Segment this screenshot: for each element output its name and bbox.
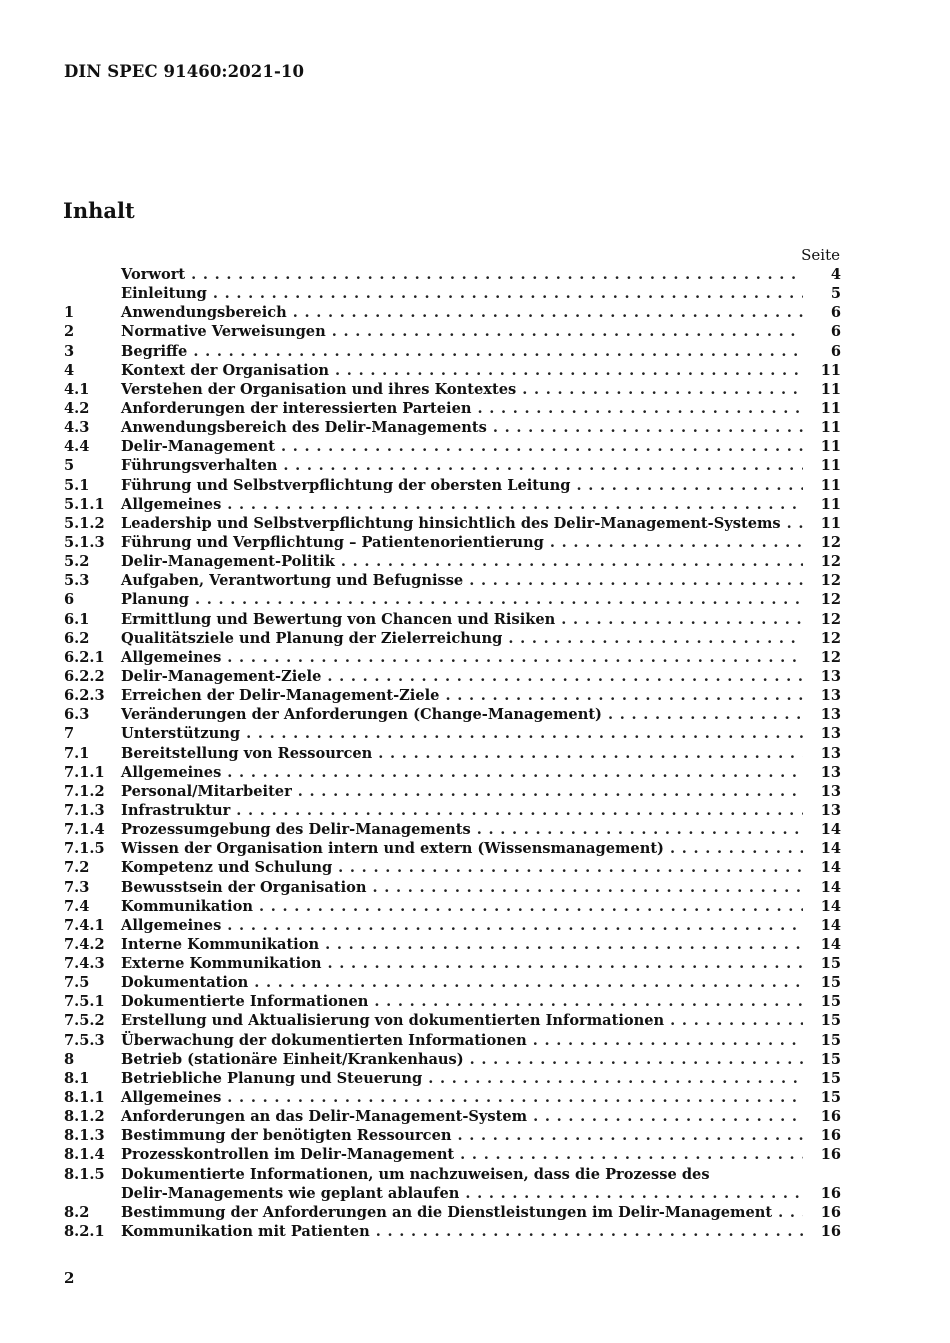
toc-entry[interactable] (64, 303, 841, 322)
toc-entry-page: 13 (820, 687, 841, 705)
toc-entry[interactable] (64, 284, 841, 303)
toc-entry-number: 6.2.1 (64, 648, 105, 666)
toc-entry[interactable] (64, 322, 841, 341)
toc-dot-leader (670, 1011, 803, 1030)
toc-dot-leader (469, 571, 803, 590)
toc-dot-leader (533, 1107, 803, 1126)
toc-entry[interactable] (64, 801, 841, 820)
toc-dot-leader (227, 648, 803, 667)
toc-entry-page: 16 (820, 1223, 841, 1241)
toc-entry-number: 8.2 (64, 1203, 90, 1221)
toc-entry[interactable] (64, 744, 841, 763)
toc-entry[interactable] (64, 1126, 841, 1145)
toc-entry-page: 13 (820, 744, 841, 762)
toc-entry[interactable] (64, 648, 841, 667)
toc-entry-page: 11 (820, 380, 841, 398)
toc-dot-leader (378, 744, 803, 763)
toc-dot-leader (213, 284, 803, 303)
toc-entry-title: Delir-Managements wie geplant ablaufen (121, 1184, 460, 1202)
toc-entry[interactable] (64, 590, 841, 609)
toc-entry-page: 6 (830, 304, 841, 322)
toc-dot-leader (298, 782, 803, 801)
toc-entry-number: 7.4.2 (64, 935, 105, 953)
toc-dot-leader (325, 935, 803, 954)
toc-dot-leader (341, 552, 803, 571)
toc-entry-number: 8.2.1 (64, 1223, 105, 1241)
toc-entry-title: Dokumentierte Informationen, um nachzuweisen, dass die Prozesse des (121, 1165, 710, 1183)
toc-dot-leader (460, 1145, 803, 1164)
toc-entry-number: 4 (64, 361, 75, 379)
toc-entry-number: 6.3 (64, 706, 90, 724)
toc-dot-leader (283, 456, 803, 475)
toc-entry-page: 14 (820, 916, 841, 934)
toc-entry-page: 12 (820, 629, 841, 647)
toc-dot-leader (522, 380, 803, 399)
toc-entry[interactable] (64, 629, 841, 648)
toc-dot-leader (293, 303, 803, 322)
toc-entry-page: 15 (820, 1031, 841, 1049)
toc-entry-page: 13 (820, 706, 841, 724)
toc-entry-page: 16 (820, 1184, 841, 1202)
toc-entry-page: 15 (820, 955, 841, 973)
toc-entry-page: 13 (820, 667, 841, 685)
toc-entry-title: Personal/Mitarbeiter (121, 782, 292, 800)
page-title: Inhalt (63, 198, 135, 223)
toc-dot-leader (227, 495, 803, 514)
toc-dot-leader (227, 763, 803, 782)
toc-entry-title: Prozessumgebung des Delir-Managements (121, 821, 471, 839)
toc-entry-number: 5.1.2 (64, 514, 105, 532)
toc-entry-number: 7.1.1 (64, 763, 105, 781)
toc-entry[interactable] (64, 399, 841, 418)
toc-entry-title: Kompetenz und Schulung (121, 859, 333, 877)
toc-entry[interactable] (64, 858, 841, 877)
toc-dot-leader (550, 533, 803, 552)
toc-entry[interactable] (64, 552, 841, 571)
toc-entry-title: Allgemeines (121, 1089, 222, 1107)
toc-entry-page: 12 (820, 610, 841, 628)
toc-entry-title: Planung (121, 591, 190, 609)
toc-entry-page: 6 (830, 323, 841, 341)
toc-entry-title: Qualitätsziele und Planung der Zielerreichung (121, 629, 503, 647)
toc-entry-number: 8.1.5 (64, 1165, 105, 1183)
toc-dot-leader (227, 1088, 803, 1107)
toc-entry[interactable] (64, 1011, 841, 1030)
toc-entry[interactable] (64, 916, 841, 935)
toc-dot-leader (335, 361, 803, 380)
toc-entry-page: 12 (820, 591, 841, 609)
toc-entry-number: 4.3 (64, 419, 90, 437)
toc-entry[interactable] (64, 1069, 841, 1088)
toc-entry-page: 12 (820, 533, 841, 551)
toc-entry-title: Allgemeines (121, 916, 222, 934)
toc-entry-number: 8.1.3 (64, 1127, 105, 1145)
toc-dot-leader (254, 973, 803, 992)
toc-dot-leader (191, 265, 803, 284)
toc-entry-number: 7.5 (64, 974, 90, 992)
toc-entry[interactable] (64, 1165, 841, 1184)
toc-dot-leader (576, 476, 803, 495)
toc-entry-number: 5 (64, 457, 75, 475)
toc-entry-title: Delir-Management-Ziele (121, 667, 322, 685)
toc-entry-title: Ermittlung und Bewertung von Chancen und Risiken (121, 610, 556, 628)
toc-entry[interactable] (64, 667, 841, 686)
toc-entry-title: Kommunikation (121, 897, 253, 915)
toc-entry[interactable] (64, 418, 841, 437)
toc-entry[interactable] (64, 839, 841, 858)
toc-entry[interactable] (64, 1088, 841, 1107)
toc-dot-leader (445, 686, 803, 705)
toc-entry-title: Erreichen der Delir-Management-Ziele (121, 687, 440, 705)
toc-entry-title: Anforderungen der interessierten Parteien (121, 399, 472, 417)
toc-entry-page: 16 (820, 1127, 841, 1145)
toc-entry-number: 1 (64, 304, 75, 322)
toc-entry-title: Aufgaben, Verantwortung und Befugnisse (121, 572, 464, 590)
toc-entry-page: 11 (820, 495, 841, 513)
toc-dot-leader (787, 514, 803, 533)
toc-dot-leader (281, 437, 803, 456)
toc-entry[interactable] (64, 724, 841, 743)
toc-entry-number: 7.5.2 (64, 1012, 105, 1030)
toc-dot-leader (561, 610, 803, 629)
toc-entry-title: Anwendungsbereich des Delir-Managements (121, 419, 487, 437)
toc-entry-title: Wissen der Organisation intern und extern (Wissensmanagement) (121, 840, 664, 858)
toc-entry-page: 11 (820, 399, 841, 417)
toc-dot-leader (470, 1050, 803, 1069)
toc-entry-title: Führung und Selbstverpflichtung der obersten Leitung (121, 476, 571, 494)
toc-entry[interactable] (64, 782, 841, 801)
document-id-header: DIN SPEC 91460:2021-10 (64, 62, 305, 81)
toc-entry-number: 6.1 (64, 610, 90, 628)
toc-entry-title: Externe Kommunikation (121, 955, 322, 973)
toc-entry-number: 7.3 (64, 878, 90, 896)
toc-entry-page: 14 (820, 935, 841, 953)
toc-dot-leader (246, 724, 803, 743)
toc-entry-number: 5.1.1 (64, 495, 105, 513)
toc-entry-title: Dokumentation (121, 974, 249, 992)
toc-entry-title: Normative Verweisungen (121, 323, 326, 341)
toc-entry-number: 7.4 (64, 897, 90, 915)
toc-entry-number: 7.4.1 (64, 916, 105, 934)
toc-entry-title: Bestimmung der benötigten Ressourcen (121, 1127, 452, 1145)
toc-dot-leader (236, 801, 803, 820)
toc-entry-title: Leadership und Selbstverpflichtung hinsichtlich des Delir-Management-Systems (121, 514, 781, 532)
toc-entry-page: 11 (820, 438, 841, 456)
toc-dot-leader (374, 992, 803, 1011)
toc-entry-title: Dokumentierte Informationen (121, 993, 369, 1011)
toc-dot-leader (259, 897, 803, 916)
toc-entry-title: Allgemeines (121, 495, 222, 513)
toc-entry-page: 14 (820, 878, 841, 896)
toc-entry-number: 7.1.4 (64, 821, 105, 839)
toc-entry[interactable] (64, 514, 841, 533)
toc-entry[interactable] (64, 456, 841, 475)
toc-entry-number: 7.4.3 (64, 955, 105, 973)
toc-entry-number: 6 (64, 591, 75, 609)
toc-entry[interactable] (64, 686, 841, 705)
toc-dot-leader (465, 1184, 803, 1203)
toc-entry-title: Interne Kommunikation (121, 935, 320, 953)
toc-entry-number: 2 (64, 323, 75, 341)
toc-dot-leader (332, 322, 803, 341)
toc-entry-number: 4.1 (64, 380, 90, 398)
toc-dot-leader (493, 418, 803, 437)
toc-entry-page: 12 (820, 553, 841, 571)
toc-entry-title: Unterstützung (121, 725, 241, 743)
toc-entry-page: 14 (820, 840, 841, 858)
toc-entry[interactable] (64, 935, 841, 954)
toc-entry-number: 8.1.4 (64, 1146, 105, 1164)
toc-entry[interactable] (64, 437, 841, 456)
toc-entry-page: 4 (830, 266, 841, 283)
toc-entry-title: Infrastruktur (121, 801, 231, 819)
toc-entry-page: 14 (820, 821, 841, 839)
toc-entry[interactable] (64, 495, 841, 514)
toc-entry[interactable] (64, 476, 841, 495)
toc-entry-title: Verstehen der Organisation und ihres Kontextes (121, 380, 517, 398)
toc-dot-leader (428, 1069, 803, 1088)
toc-entry-page: 12 (820, 572, 841, 590)
toc-entry-page: 15 (820, 993, 841, 1011)
toc-entry-page: 14 (820, 897, 841, 915)
toc-entry-page: 11 (820, 476, 841, 494)
toc-entry-number: 5.1 (64, 476, 90, 494)
toc-entry-number: 8.1.2 (64, 1108, 105, 1126)
toc-entry-title: Kommunikation mit Patienten (121, 1223, 370, 1241)
toc-entry-number: 6.2.3 (64, 687, 105, 705)
toc-entry-title: Bewusstsein der Organisation (121, 878, 367, 896)
toc-entry-page: 13 (820, 725, 841, 743)
toc-entry[interactable] (64, 705, 841, 724)
toc-entry-title: Allgemeines (121, 763, 222, 781)
toc-entry-page: 13 (820, 801, 841, 819)
toc-entry-number: 8.1.1 (64, 1089, 105, 1107)
toc-entry-number: 6.2.2 (64, 667, 105, 685)
toc-entry-title: Delir-Management-Politik (121, 553, 335, 571)
toc-entry-number: 7.2 (64, 859, 90, 877)
toc-entry-page: 11 (820, 514, 841, 532)
toc-entry-page: 14 (820, 859, 841, 877)
toc-entry-title: Überwachung der dokumentierten Informationen (121, 1031, 527, 1049)
toc-entry-page: 11 (820, 457, 841, 475)
toc-entry-title: Kontext der Organisation (121, 361, 330, 379)
toc-entry-page: 15 (820, 1050, 841, 1068)
toc-entry[interactable] (64, 1184, 841, 1203)
toc-entry-title: Führung und Verpflichtung – Patientenorientierung (121, 533, 544, 551)
toc-entry[interactable] (64, 954, 841, 973)
toc-entry[interactable] (64, 1107, 841, 1126)
toc-entry[interactable] (64, 763, 841, 782)
toc-entry-page: 16 (820, 1203, 841, 1221)
toc-entry[interactable] (64, 610, 841, 629)
toc-dot-leader (457, 1126, 803, 1145)
toc-entry-title: Prozesskontrollen im Delir-Management (121, 1146, 455, 1164)
toc-entry[interactable] (64, 265, 841, 284)
toc-entry-title: Delir-Management (121, 438, 276, 456)
toc-entry-title: Führungsverhalten (121, 457, 278, 475)
toc-entry-number: 7.1.2 (64, 782, 105, 800)
toc-entry[interactable] (64, 878, 841, 897)
toc-entry-page: 16 (820, 1146, 841, 1164)
toc-dot-leader (327, 954, 803, 973)
toc-entry-number: 3 (64, 342, 75, 360)
toc-entry-title: Einleitung (121, 285, 207, 303)
toc-entry-title: Anforderungen an das Delir-Management-System (121, 1108, 528, 1126)
toc-entry-title: Vorwort (121, 266, 186, 283)
toc-entry-number: 8.1 (64, 1069, 90, 1087)
toc-entry-number: 5.2 (64, 553, 90, 571)
toc-entry-title: Begriffe (121, 342, 188, 360)
toc-entry-number: 7.1.3 (64, 801, 105, 819)
toc-entry-page: 15 (820, 1012, 841, 1030)
toc-entry[interactable] (64, 897, 841, 916)
toc-entry-page: 16 (820, 1108, 841, 1126)
toc-dot-leader (478, 399, 804, 418)
toc-entry-number: 4.4 (64, 438, 90, 456)
page-number: 2 (64, 1269, 75, 1287)
toc-entry-number: 7.1 (64, 744, 90, 762)
toc-entry-page: 11 (820, 361, 841, 379)
toc-dot-leader (338, 858, 803, 877)
toc-entry-page: 15 (820, 974, 841, 992)
toc-dot-leader (608, 705, 803, 724)
toc-entry-title: Veränderungen der Anforderungen (Change-Management) (121, 706, 602, 724)
toc-dot-leader (195, 590, 803, 609)
toc-entry[interactable] (64, 1145, 841, 1164)
toc-entry-title: Allgemeines (121, 648, 222, 666)
page-column-label: Seite (801, 246, 840, 264)
toc-entry[interactable] (64, 571, 841, 590)
toc-entry-title: Bestimmung der Anforderungen an die Dienstleistungen im Delir-Management (121, 1203, 773, 1221)
toc-dot-leader (327, 667, 803, 686)
toc-entry-number: 4.2 (64, 399, 90, 417)
toc-dot-leader (376, 1222, 803, 1241)
toc-dot-leader (227, 916, 803, 935)
toc-dot-leader (670, 839, 803, 858)
toc-dot-leader (533, 1031, 803, 1050)
toc-entry-number: 5.3 (64, 572, 90, 590)
toc-entry[interactable] (64, 820, 841, 839)
toc-entry-title: Betriebliche Planung und Steuerung (121, 1069, 423, 1087)
toc-entry-title: Bereitstellung von Ressourcen (121, 744, 373, 762)
toc-entry[interactable] (64, 380, 841, 399)
toc-entry-page: 15 (820, 1089, 841, 1107)
toc-entry-number: 8 (64, 1050, 75, 1068)
toc-entry-page: 11 (820, 419, 841, 437)
toc-entry-page: 13 (820, 782, 841, 800)
table-of-contents (64, 265, 841, 1241)
toc-dot-leader (372, 878, 803, 897)
toc-entry-page: 5 (830, 285, 841, 303)
toc-entry-title: Betrieb (stationäre Einheit/Krankenhaus) (121, 1050, 464, 1068)
toc-entry[interactable] (64, 1203, 841, 1222)
toc-entry-number: 6.2 (64, 629, 90, 647)
toc-entry-title: Erstellung und Aktualisierung von dokumentierten Informationen (121, 1012, 665, 1030)
toc-entry[interactable] (64, 1031, 841, 1050)
toc-dot-leader (477, 820, 803, 839)
toc-entry-number: 7.5.3 (64, 1031, 105, 1049)
toc-entry-page: 12 (820, 648, 841, 666)
toc-entry[interactable] (64, 1050, 841, 1069)
toc-entry-number: 5.1.3 (64, 533, 105, 551)
toc-dot-leader (193, 342, 803, 361)
toc-entry[interactable] (64, 533, 841, 552)
toc-dot-leader (778, 1203, 803, 1222)
toc-entry-page: 15 (820, 1069, 841, 1087)
toc-entry[interactable] (64, 361, 841, 380)
toc-entry[interactable] (64, 992, 841, 1011)
toc-entry-page: 6 (830, 342, 841, 360)
toc-entry-title: Anwendungsbereich (121, 304, 287, 322)
toc-entry[interactable] (64, 973, 841, 992)
toc-entry-number: 7.1.5 (64, 840, 105, 858)
toc-entry-page: 13 (820, 763, 841, 781)
toc-entry-number: 7.5.1 (64, 993, 105, 1011)
toc-entry[interactable] (64, 1222, 841, 1241)
toc-dot-leader (508, 629, 803, 648)
toc-entry[interactable] (64, 342, 841, 361)
toc-entry-number: 7 (64, 725, 75, 743)
